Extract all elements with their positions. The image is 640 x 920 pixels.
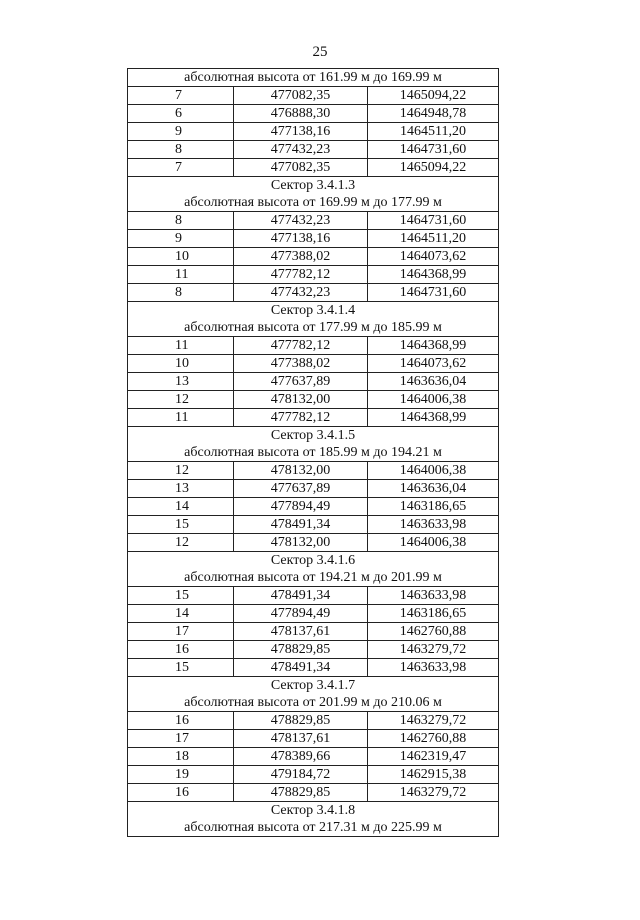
coordinate-y: 1462760,88 xyxy=(368,730,499,748)
altitude-range-row xyxy=(128,694,499,712)
sector-heading-row xyxy=(128,427,499,445)
point-number: 6 xyxy=(128,105,234,123)
table-row xyxy=(128,123,499,141)
sector-title: Сектор 3.4.1.3 xyxy=(128,177,499,195)
coordinate-x: 478829,85 xyxy=(234,712,368,730)
sector-title: Сектор 3.4.1.8 xyxy=(128,802,499,820)
coordinate-y: 1463633,98 xyxy=(368,659,499,677)
altitude-range-row xyxy=(128,819,499,837)
coordinate-y: 1463279,72 xyxy=(368,712,499,730)
altitude-range-row xyxy=(128,319,499,337)
coordinate-x: 479184,72 xyxy=(234,766,368,784)
point-number: 10 xyxy=(128,248,234,266)
sector-title: Сектор 3.4.1.6 xyxy=(128,552,499,570)
coordinate-y: 1462915,38 xyxy=(368,766,499,784)
point-number: 14 xyxy=(128,605,234,623)
sector-heading-row xyxy=(128,302,499,320)
table-row xyxy=(128,248,499,266)
table-row xyxy=(128,105,499,123)
coordinate-x: 478132,00 xyxy=(234,462,368,480)
point-number: 13 xyxy=(128,480,234,498)
point-number: 11 xyxy=(128,266,234,284)
coordinate-x: 478389,66 xyxy=(234,748,368,766)
point-number: 13 xyxy=(128,373,234,391)
coordinate-x: 477432,23 xyxy=(234,141,368,159)
altitude-range: абсолютная высота от 161.99 м до 169.99 м xyxy=(128,69,499,87)
point-number: 9 xyxy=(128,123,234,141)
coordinate-y: 1462319,47 xyxy=(368,748,499,766)
coordinate-x: 477432,23 xyxy=(234,212,368,230)
coordinate-y: 1464368,99 xyxy=(368,337,499,355)
altitude-range: абсолютная высота от 201.99 м до 210.06 м xyxy=(128,694,499,712)
coordinate-x: 477388,02 xyxy=(234,355,368,373)
point-number: 16 xyxy=(128,712,234,730)
coordinate-x: 477138,16 xyxy=(234,230,368,248)
coordinate-x: 478491,34 xyxy=(234,516,368,534)
coordinate-y: 1463636,04 xyxy=(368,480,499,498)
table-row xyxy=(128,623,499,641)
table-row xyxy=(128,659,499,677)
table-row xyxy=(128,266,499,284)
point-number: 15 xyxy=(128,516,234,534)
coordinate-y: 1463279,72 xyxy=(368,784,499,802)
point-number: 12 xyxy=(128,534,234,552)
coordinate-x: 477082,35 xyxy=(234,87,368,105)
point-number: 7 xyxy=(128,159,234,177)
coordinate-x: 476888,30 xyxy=(234,105,368,123)
coordinate-x: 477782,12 xyxy=(234,266,368,284)
coordinate-y: 1464511,20 xyxy=(368,230,499,248)
altitude-range: абсолютная высота от 194.21 м до 201.99 м xyxy=(128,569,499,587)
coordinate-y: 1463186,65 xyxy=(368,498,499,516)
point-number: 11 xyxy=(128,409,234,427)
sector-heading-row xyxy=(128,552,499,570)
altitude-range: абсолютная высота от 217.31 м до 225.99 м xyxy=(128,819,499,837)
table-row xyxy=(128,516,499,534)
table-row xyxy=(128,355,499,373)
altitude-range-row xyxy=(128,194,499,212)
coordinate-y: 1464006,38 xyxy=(368,391,499,409)
coordinate-y: 1464511,20 xyxy=(368,123,499,141)
coordinate-x: 477388,02 xyxy=(234,248,368,266)
coordinate-y: 1462760,88 xyxy=(368,623,499,641)
point-number: 8 xyxy=(128,212,234,230)
table-row xyxy=(128,480,499,498)
table-row xyxy=(128,141,499,159)
table-row xyxy=(128,159,499,177)
point-number: 17 xyxy=(128,623,234,641)
point-number: 8 xyxy=(128,284,234,302)
table-row xyxy=(128,212,499,230)
coordinate-x: 477894,49 xyxy=(234,498,368,516)
coordinate-y: 1464368,99 xyxy=(368,409,499,427)
point-number: 17 xyxy=(128,730,234,748)
point-number: 15 xyxy=(128,587,234,605)
point-number: 18 xyxy=(128,748,234,766)
coordinate-x: 477637,89 xyxy=(234,373,368,391)
point-number: 14 xyxy=(128,498,234,516)
coordinate-y: 1463633,98 xyxy=(368,516,499,534)
table-row xyxy=(128,337,499,355)
point-number: 16 xyxy=(128,784,234,802)
sector-title: Сектор 3.4.1.7 xyxy=(128,677,499,695)
altitude-range: абсолютная высота от 169.99 м до 177.99 м xyxy=(128,194,499,212)
coordinate-y: 1464731,60 xyxy=(368,141,499,159)
coordinate-y: 1464948,78 xyxy=(368,105,499,123)
table-row xyxy=(128,712,499,730)
table-row xyxy=(128,462,499,480)
coordinate-y: 1464073,62 xyxy=(368,355,499,373)
table-row xyxy=(128,784,499,802)
altitude-range-row xyxy=(128,569,499,587)
coordinate-x: 478137,61 xyxy=(234,730,368,748)
coordinate-y: 1463279,72 xyxy=(368,641,499,659)
table-row xyxy=(128,748,499,766)
sector-title: Сектор 3.4.1.5 xyxy=(128,427,499,445)
coordinate-x: 477138,16 xyxy=(234,123,368,141)
coordinate-x: 478132,00 xyxy=(234,391,368,409)
point-number: 15 xyxy=(128,659,234,677)
coordinate-x: 478491,34 xyxy=(234,659,368,677)
coordinate-y: 1464006,38 xyxy=(368,462,499,480)
table-row xyxy=(128,409,499,427)
table-row xyxy=(128,391,499,409)
coordinate-x: 477894,49 xyxy=(234,605,368,623)
coordinate-y: 1463633,98 xyxy=(368,587,499,605)
point-number: 11 xyxy=(128,337,234,355)
coordinate-x: 478829,85 xyxy=(234,784,368,802)
table-row xyxy=(128,534,499,552)
point-number: 12 xyxy=(128,391,234,409)
table-row xyxy=(128,766,499,784)
coordinate-x: 477082,35 xyxy=(234,159,368,177)
coordinate-x: 477432,23 xyxy=(234,284,368,302)
point-number: 19 xyxy=(128,766,234,784)
point-number: 16 xyxy=(128,641,234,659)
coordinate-y: 1464368,99 xyxy=(368,266,499,284)
point-number: 8 xyxy=(128,141,234,159)
coordinate-x: 477782,12 xyxy=(234,337,368,355)
table-row xyxy=(128,230,499,248)
table-row xyxy=(128,730,499,748)
coordinate-x: 478137,61 xyxy=(234,623,368,641)
point-number: 12 xyxy=(128,462,234,480)
sector-title: Сектор 3.4.1.4 xyxy=(128,302,499,320)
table-row xyxy=(128,641,499,659)
table-row xyxy=(128,587,499,605)
sector-heading-row xyxy=(128,677,499,695)
point-number: 9 xyxy=(128,230,234,248)
point-number: 10 xyxy=(128,355,234,373)
coordinate-y: 1464731,60 xyxy=(368,284,499,302)
sector-heading-row xyxy=(128,177,499,195)
coordinates-table-body xyxy=(128,69,499,837)
coordinate-x: 477782,12 xyxy=(234,409,368,427)
table-row xyxy=(128,605,499,623)
coordinate-y: 1463636,04 xyxy=(368,373,499,391)
coordinate-x: 478491,34 xyxy=(234,587,368,605)
coordinate-y: 1465094,22 xyxy=(368,87,499,105)
coordinate-x: 478829,85 xyxy=(234,641,368,659)
altitude-range-row xyxy=(128,444,499,462)
coordinates-table xyxy=(127,68,499,837)
coordinate-y: 1464731,60 xyxy=(368,212,499,230)
table-row xyxy=(128,284,499,302)
altitude-range: абсолютная высота от 177.99 м до 185.99 м xyxy=(128,319,499,337)
coordinate-y: 1464006,38 xyxy=(368,534,499,552)
table-row xyxy=(128,498,499,516)
coordinate-y: 1465094,22 xyxy=(368,159,499,177)
coordinate-x: 478132,00 xyxy=(234,534,368,552)
table-row xyxy=(128,87,499,105)
page-number: 25 xyxy=(312,44,328,60)
altitude-range: абсолютная высота от 185.99 м до 194.21 м xyxy=(128,444,499,462)
coordinate-x: 477637,89 xyxy=(234,480,368,498)
sector-heading-row xyxy=(128,802,499,820)
table-row xyxy=(128,373,499,391)
coordinate-y: 1464073,62 xyxy=(368,248,499,266)
altitude-range-row xyxy=(128,69,499,87)
point-number: 7 xyxy=(128,87,234,105)
coordinate-y: 1463186,65 xyxy=(368,605,499,623)
